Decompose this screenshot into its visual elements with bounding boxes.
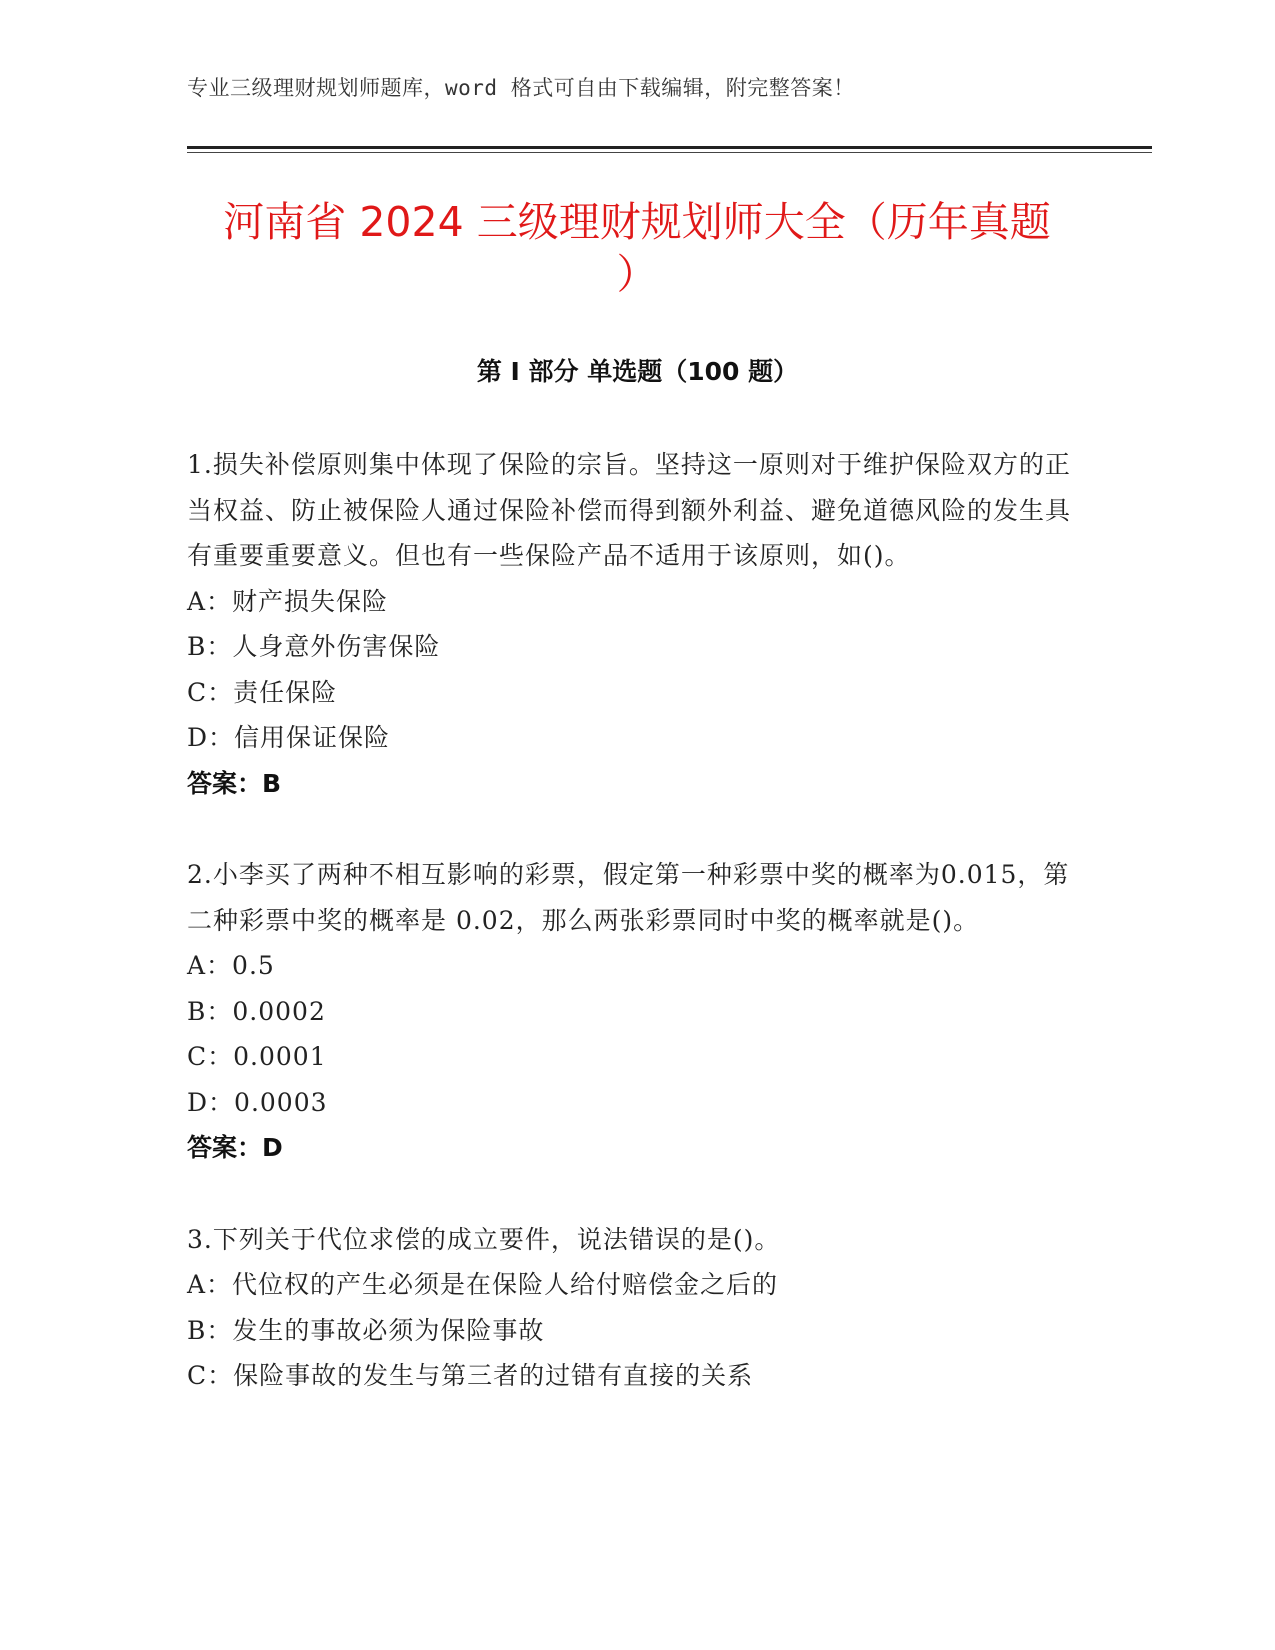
option-d: D：0.0003 — [187, 1087, 328, 1117]
option-d: D：信用保证保险 — [187, 723, 391, 752]
question-list — [187, 442, 1087, 1445]
question-stem: 3.下列关于代位求偿的成立要件，说法错误的是()。 — [187, 1224, 781, 1254]
header-divider-thin — [187, 152, 1152, 153]
option-c: C：0.0001 — [187, 1042, 327, 1071]
option-a: A：财产损失保险 — [187, 586, 389, 616]
option-c: C：责任保险 — [187, 677, 338, 707]
document-title-line1: 河南省 2024 三级理财规划师大全（历年真题 — [223, 198, 1051, 246]
question-3 — [187, 1217, 1087, 1399]
question-2 — [187, 852, 1087, 1171]
option-b: B：0.0002 — [187, 996, 326, 1026]
question-stem: 1.损失补偿原则集中体现了保险的宗旨。坚持这一原则对于维护保险双方的正当权益、防止被保险人通过保险补偿而得到额外利益、避免道德风险的发生具有重要重要意义。但也有一些保险产品不适用于该原则，如()。 — [187, 450, 1072, 570]
option-a: A：代位权的产生必须是在保险人给付赔偿金之后的 — [187, 1270, 779, 1299]
answer: 答案：D — [187, 1133, 283, 1162]
option-a: A：0.5 — [187, 951, 275, 980]
option-b: B：人身意外伤害保险 — [187, 632, 441, 661]
question-stem: 2.小李买了两种不相互影响的彩票，假定第一种彩票中奖的概率为0.015，第二种彩票中奖的概率是 0.02，那么两张彩票同时中奖的概率就是()。 — [187, 860, 1070, 935]
header-divider-thick — [187, 146, 1152, 149]
question-1 — [187, 442, 1087, 806]
option-b: B：发生的事故必须为保险事故 — [187, 1315, 545, 1345]
document-title — [187, 196, 1087, 300]
option-c: C：保险事故的发生与第三者的过错有直接的关系 — [187, 1361, 754, 1390]
header-note: 专业三级理财规划师题库，word 格式可自由下载编辑，附完整答案！ — [187, 76, 855, 100]
section-title: 第 I 部分 单选题（100 题） — [476, 357, 799, 386]
document-title-line2: ） — [616, 250, 658, 298]
answer: 答案：B — [187, 768, 282, 798]
